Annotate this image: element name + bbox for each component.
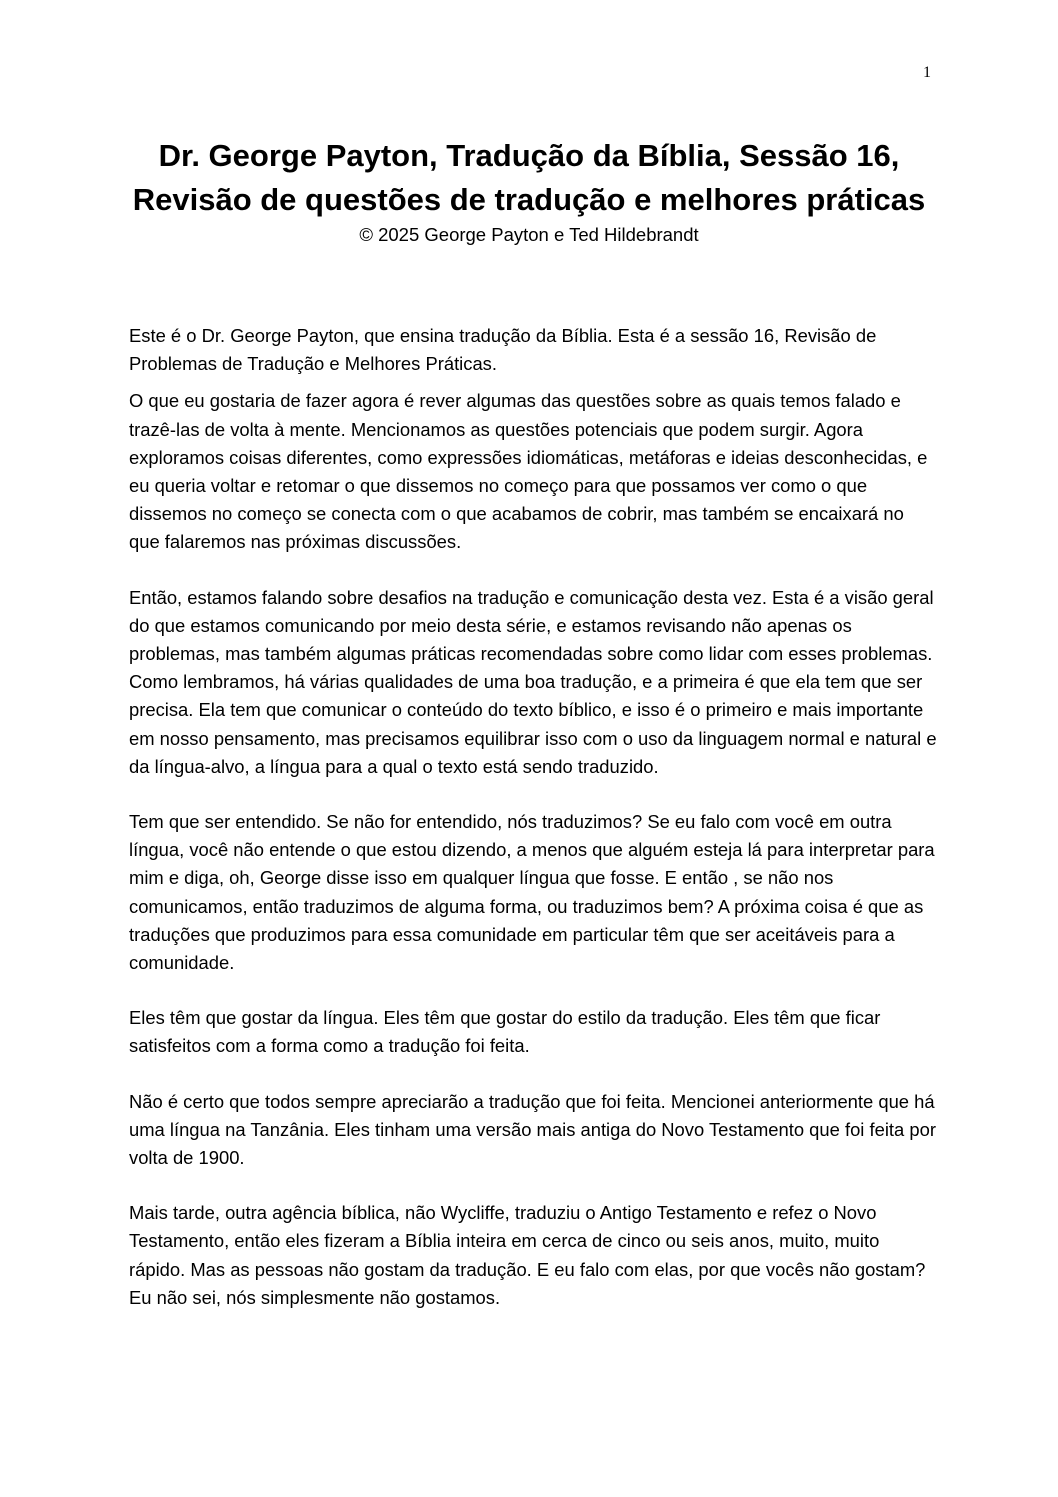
- page-number: 1: [923, 64, 931, 81]
- copyright-line: © 2025 George Payton e Ted Hildebrandt: [359, 224, 699, 245]
- paragraph: O que eu gostaria de fazer agora é rever algumas das questões sobre as quais temos falado e trazê-las de volta à mente. Mencionamos as questões potenciais que podem surgir. Agora exploramos coisas diferentes, como expressões idiomáticas, metáforas e ideias desconhecidas, e eu queria voltar e retomar o que dissemos no começo para que possamos ver como o que dissemos no começo se conecta com o que acabamos de cobrir, mas também se encaixará no que falaremos nas próximas discussões.: [129, 390, 928, 553]
- paragraph: Então, estamos falando sobre desafios na tradução e comunicação desta vez. Esta é a visão geral do que estamos comunicando por meio desta série, e estamos revisando não apenas os problemas, mas também algumas práticas recomendadas sobre como lidar com esses problemas. Como lembramos, há várias qualidades de uma boa tradução, e a primeira é que ela tem que ser precisa. Ela tem que comunicar o conteúdo do texto bíblico, e isso é o primeiro e mais importante em nosso pensamento, mas precisamos equilibrar isso com o uso da linguagem normal e natural e da língua-alvo, a língua para a qual o texto está sendo traduzido.: [129, 586, 937, 777]
- paragraph: Eles têm que gostar da língua. Eles têm que gostar do estilo da tradução. Eles têm que ficar satisfeitos com a forma como a tradução foi feita.: [129, 1007, 881, 1057]
- document-body: [129, 322, 939, 1312]
- paragraph: Tem que ser entendido. Se não for entendido, nós traduzimos? Se eu falo com você em outra língua, você não entende o que estou dizendo, a menos que alguém esteja lá para interpretar para mim e diga, oh, George disse isso em qualquer língua que fosse. E então , se não nos comunicamos, então traduzimos de alguma forma, ou traduzimos bem? A próxima coisa é que as traduções que produzimos para essa comunidade em particular têm que ser aceitáveis para a comunidade.: [129, 811, 935, 974]
- paragraph: Não é certo que todos sempre apreciarão a tradução que foi feita. Mencionei anteriormente que há uma língua na Tanzânia. Eles tinham uma versão mais antiga do Novo Testamento que foi feita por volta de 1900.: [129, 1090, 936, 1169]
- document-header: [120, 134, 938, 248]
- document-title: Dr. George Payton, Tradução da Bíblia, Sessão 16, Revisão de questões de tradução e melhores práticas: [132, 138, 926, 217]
- paragraph: Este é o Dr. George Payton, que ensina tradução da Bíblia. Esta é a sessão 16, Revisão de Problemas de Tradução e Melhores Práticas.: [129, 325, 877, 375]
- paragraph: Mais tarde, outra agência bíblica, não Wycliffe, traduziu o Antigo Testamento e refez o Novo Testamento, então eles fizeram a Bíblia inteira em cerca de cinco ou seis anos, muito, muito rápido. Mas as pessoas não gostam da tradução. E eu falo com elas, por que vocês não gostam? Eu não sei, nós simplesmente não gostamos.: [129, 1202, 926, 1308]
